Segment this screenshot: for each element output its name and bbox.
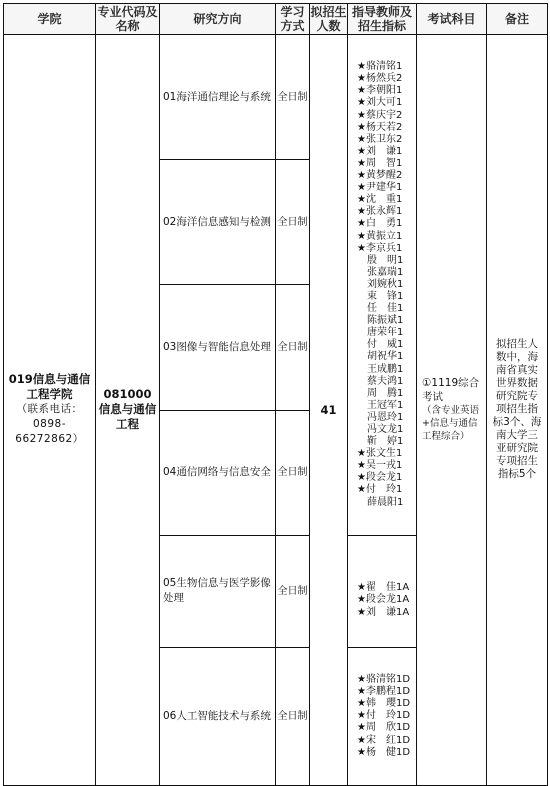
teacher-entry: 王成鹏1	[357, 363, 404, 375]
teacher-entry: ★杨然兵2	[357, 73, 403, 85]
quota-cell: 41	[310, 35, 348, 786]
mode-05: 全日制	[276, 535, 310, 647]
teacher-entry: 冯文龙1	[357, 424, 404, 435]
admissions-table-container	[3, 3, 547, 758]
college-phone-label: （联系电话：	[16, 403, 83, 416]
mode-02: 全日制	[276, 160, 310, 285]
header-mode: 学习方式	[276, 4, 310, 35]
teachers-05-list	[357, 582, 416, 618]
teacher-entry: ★张永辉1	[357, 206, 403, 218]
teacher-entry: ★骆清铭1D	[357, 674, 411, 686]
teacher-entry: 薛晨阳1	[357, 496, 404, 508]
teacher-entry: ★杨 健1D	[357, 746, 411, 758]
teachers-main-cell	[348, 35, 417, 536]
header-college: 学院	[4, 4, 96, 35]
teacher-entry: ★张卫东2	[357, 133, 403, 145]
teacher-entry: 冯恩玲1	[357, 411, 404, 423]
teacher-entry: ★杨天若2	[357, 121, 403, 133]
teacher-entry: 张嘉瑞1	[357, 266, 404, 278]
teacher-entry: ★刘 谦1	[357, 145, 403, 157]
direction-02: 02海洋信息感知与检测	[160, 160, 276, 285]
teacher-entry: ★黄振立1	[357, 230, 403, 242]
header-exam: 考试科目	[417, 4, 487, 35]
teacher-entry: 殷 明1	[357, 254, 404, 266]
teacher-entry: ★吴一戎1	[357, 460, 403, 472]
teacher-entry: 唐荣年1	[357, 327, 404, 339]
teacher-entry: ★张文生1	[357, 448, 403, 460]
header-direction: 研究方向	[160, 4, 276, 35]
teacher-entry: ★尹建华1	[357, 182, 403, 194]
teacher-entry: ★宋 红1D	[357, 734, 411, 746]
teacher-entry: 束 锋1	[357, 290, 404, 302]
teacher-entry: ★刘 谦1A	[357, 606, 410, 618]
mode-03: 全日制	[276, 285, 310, 410]
teacher-entry: ★段会龙1A	[357, 594, 410, 606]
header-quota: 拟招生人数	[310, 5, 347, 33]
teacher-entry: ★付 玲1D	[357, 710, 411, 722]
teachers-06-list	[357, 674, 416, 759]
teachers-main-list	[357, 61, 416, 508]
exam-cell	[417, 35, 487, 786]
teacher-entry: 任 佳1	[357, 303, 404, 315]
college-name: 019信息与通信工程学院	[8, 372, 91, 402]
header-row	[4, 4, 548, 35]
teacher-entry: 付 威1	[357, 339, 404, 351]
college-phone: 0898-66272862）	[15, 418, 84, 446]
admissions-table	[3, 3, 548, 786]
teacher-entry: ★沈 重1	[357, 194, 403, 206]
header-teachers: 指导教师及招生指标	[348, 4, 417, 35]
direction-05: 05生物信息与医学影像处理	[160, 535, 276, 647]
direction-03: 03图像与智能信息处理	[160, 285, 276, 410]
teacher-entry: ★周 欣1D	[357, 722, 411, 734]
table-row	[4, 35, 548, 160]
teachers-05-cell	[348, 535, 417, 647]
direction-06: 06人工智能技术与系统	[160, 647, 276, 785]
note-cell: 拟招生人数中，海南省真实世界数据研究院专项招生指标3个、海南大学三亚研究院专项招生指标5个	[487, 35, 548, 786]
teacher-entry: ★付 玲1	[357, 484, 403, 496]
teacher-entry: 陈振斌1	[357, 315, 404, 327]
teacher-entry: ★骆清铭1	[357, 61, 403, 73]
teacher-entry: ★李鹏程1D	[357, 686, 411, 698]
direction-01: 01海洋通信理论与系统	[160, 35, 276, 160]
teacher-entry: ★翟 佳1A	[357, 582, 410, 594]
college-cell	[4, 35, 96, 786]
teacher-entry: ★李朝阳1	[357, 85, 403, 97]
teacher-entry: ★周 智1	[357, 157, 403, 169]
teacher-entry: ★白 勇1	[357, 218, 403, 230]
major-cell: 081000信息与通信工程	[96, 35, 160, 786]
teacher-entry: 蔡夫鸿1	[357, 375, 404, 387]
mode-04: 全日制	[276, 410, 310, 535]
exam-line1: ①1119综合考试	[422, 377, 480, 404]
teacher-entry: 王冠军1	[357, 399, 404, 411]
teacher-entry: ★刘大可1	[357, 97, 403, 109]
teacher-entry: 周 腾1	[357, 387, 404, 399]
teacher-entry: ★段会龙1	[357, 472, 403, 484]
header-note: 备注	[487, 4, 548, 35]
teacher-entry: 刘婉秋1	[357, 278, 404, 290]
mode-01: 全日制	[276, 35, 310, 160]
direction-04: 04通信网络与信息安全	[160, 410, 276, 535]
teacher-entry: ★李京兵1	[357, 242, 403, 254]
exam-line2: （含专业英语+信息与通信工程综合）	[422, 405, 480, 443]
mode-06: 全日制	[276, 647, 310, 785]
header-major: 专业代码及名称	[97, 5, 158, 33]
teacher-entry: ★蔡庆宇2	[357, 109, 403, 121]
teacher-entry: 胡祝华1	[357, 351, 404, 363]
teacher-entry: 靳 婷1	[357, 436, 404, 448]
teachers-06-cell	[348, 647, 417, 785]
teacher-entry: ★黄梦醒2	[357, 170, 403, 182]
teacher-entry: ★韩 瓔1D	[357, 698, 411, 710]
